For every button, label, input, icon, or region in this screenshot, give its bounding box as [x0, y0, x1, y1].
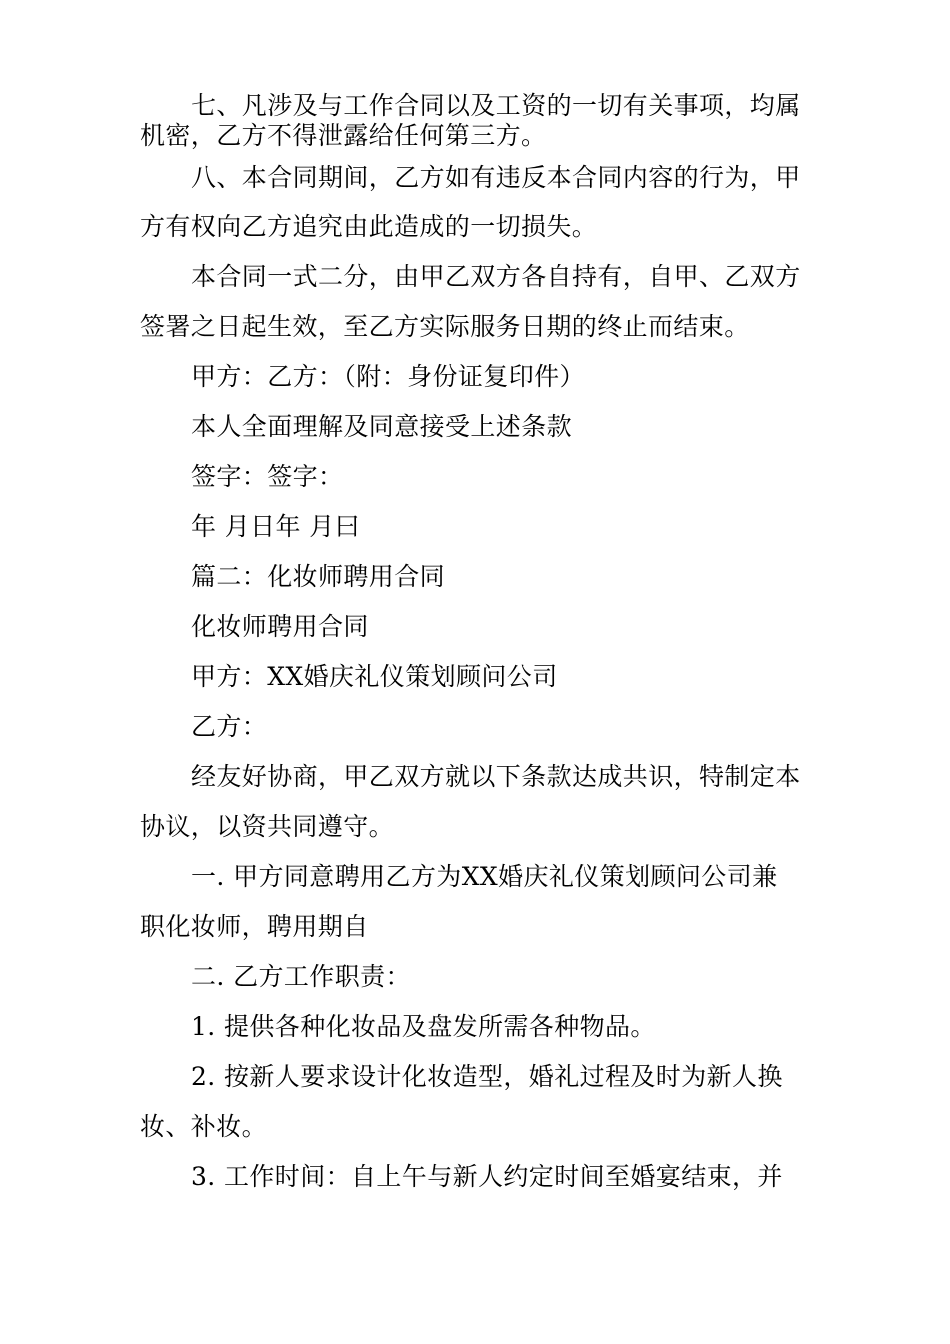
clause-8-line-1: 八、本合同期间，乙方如有违反本合同内容的行为，甲	[191, 163, 801, 192]
acceptance-line: 本人全面理解及同意接受上述条款	[191, 412, 573, 441]
parties-line: 甲方：乙方：（附：身份证复印件）	[191, 362, 585, 391]
signature-line: 签字：签字：	[191, 462, 344, 491]
clause-2-heading: 二. 乙方工作职责：	[191, 962, 411, 991]
duty-3-line-1: 3. 工作时间：自上午与新人约定时间至婚宴结束，并	[191, 1162, 783, 1191]
clause-7-line-1: 七、凡涉及与工作合同以及工资的一切有关事项，均属	[191, 91, 801, 120]
section-heading: 篇二：化妆师聘用合同	[191, 562, 446, 591]
contract-title: 化妆师聘用合同	[191, 612, 369, 641]
duty-2-line-2: 妆、补妆。	[140, 1112, 268, 1141]
party-b-line: 乙方：	[191, 712, 268, 741]
duty-1-line: 1. 提供各种化妆品及盘发所需各种物品。	[191, 1012, 656, 1041]
preamble-line-1: 经友好协商，甲乙双方就以下条款达成共识，特制定本	[191, 762, 801, 791]
preamble-line-2: 协议，以资共同遵守。	[140, 812, 395, 841]
party-a-line: 甲方：XX婚庆礼仪策划顾问公司	[191, 662, 558, 691]
copies-line-2: 签署之日起生效，至乙方实际服务日期的终止而结束。	[140, 312, 750, 341]
date-line: 年 月日年 月曰	[191, 512, 361, 541]
clause-1-line-2: 职化妆师，聘用期自	[140, 912, 369, 941]
clause-1-line-1: 一. 甲方同意聘用乙方为XX婚庆礼仪策划顾问公司兼	[191, 862, 778, 891]
copies-line-1: 本合同一式二分，由甲乙双方各自持有，自甲、乙双方	[191, 262, 801, 291]
duty-2-line-1: 2. 按新人要求设计化妆造型，婚礼过程及时为新人换	[191, 1062, 783, 1091]
clause-7-line-2: 机密，乙方不得泄露给任何第三方。	[140, 121, 547, 150]
clause-8-line-2: 方有权向乙方追究由此造成的一切损失。	[140, 212, 598, 241]
